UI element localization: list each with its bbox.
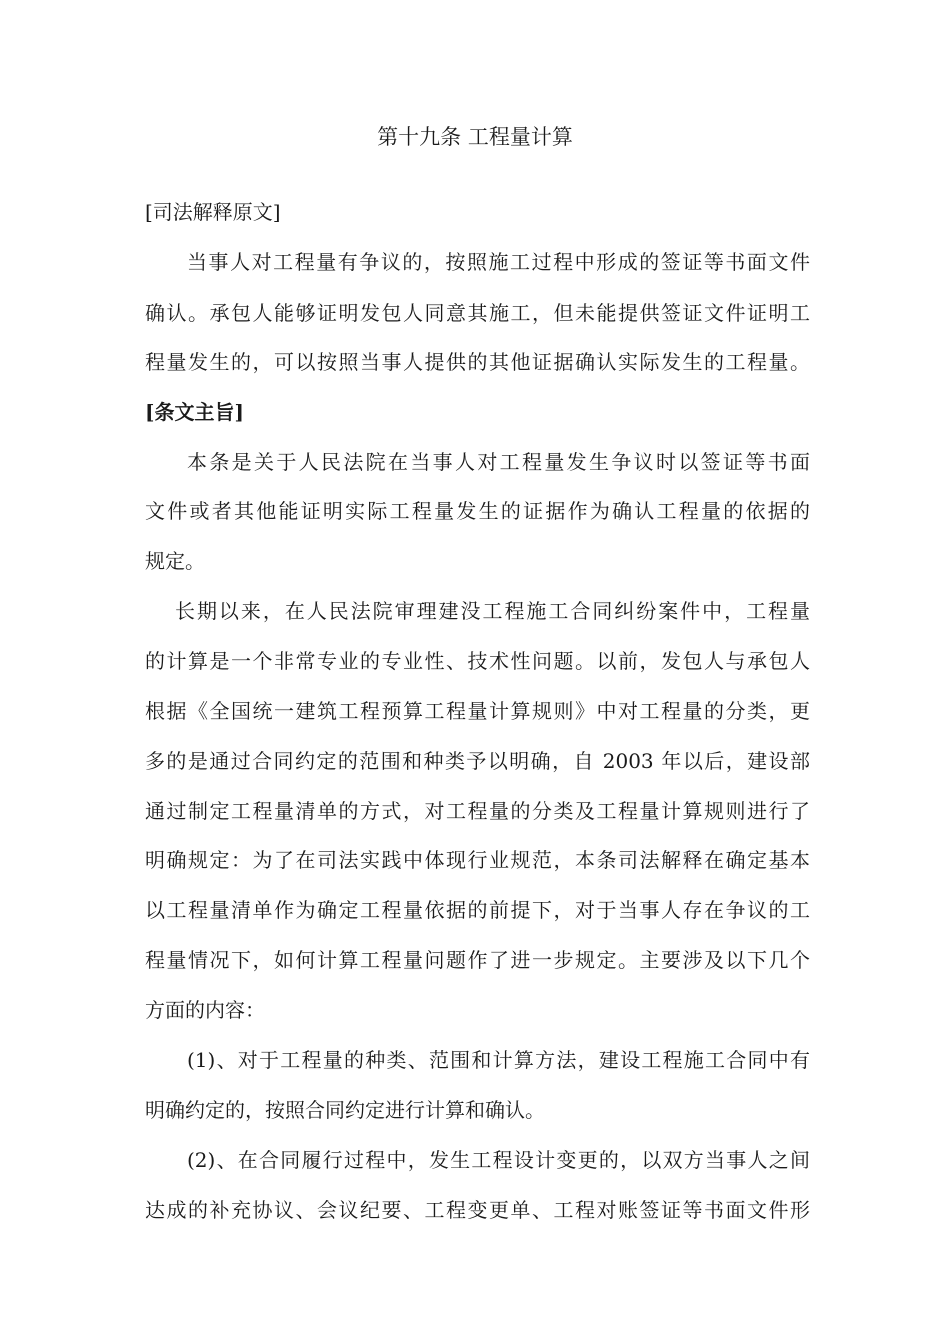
paragraph-line: 根据《全国统一建筑工程预算工程量计算规则》中对工程量的分类，更 bbox=[145, 699, 810, 723]
paragraph-line: 程量情况下，如何计算工程量问题作了进一步规定。主要涉及以下几个 bbox=[145, 948, 810, 972]
paragraph-line: 以工程量清单作为确定工程量依据的前提下，对于当事人存在争议的工 bbox=[145, 898, 810, 922]
paragraph-line: 多的是通过合同约定的范围和种类予以明确，自 2003 年以后，建设部 bbox=[145, 749, 810, 773]
paragraph-line: 文件或者其他能证明实际工程量发生的证据作为确认工程量的依据的 bbox=[145, 499, 810, 523]
section-heading-original-text: [司法解释原文] bbox=[145, 200, 281, 224]
paragraph-line: 程量发生的，可以按照当事人提供的其他证据确认实际发生的工程量。 bbox=[145, 350, 810, 374]
paragraph-line: 当事人对工程量有争议的，按照施工过程中形成的签证等书面文件 bbox=[187, 250, 810, 274]
list-item-line: 明确约定的，按照合同约定进行计算和确认。 bbox=[145, 1098, 545, 1122]
section-heading-article-purpose: [条文主旨] bbox=[145, 400, 244, 424]
paragraph-line: 长期以来，在人民法院审理建没工程施工合同纠纷案件中，工程量 bbox=[175, 599, 810, 623]
list-item-line: (1)、对于工程量的种类、范围和计算方法，建设工程施工合同中有 bbox=[187, 1048, 810, 1072]
paragraph-line: 确认。承包人能够证明发包人同意其施工，但未能提供签证文件证明工 bbox=[145, 301, 810, 325]
article-title: 第十九条 工程量计算 bbox=[377, 125, 573, 149]
paragraph-line: 方面的内容： bbox=[145, 998, 265, 1022]
paragraph-line: 的计算是一个非常专业的专业性、技术性问题。以前，发包人与承包人 bbox=[145, 649, 810, 673]
list-item-line: 达成的补充协议、会议纪要、工程变更单、工程对账签证等书面文件形 bbox=[145, 1198, 810, 1222]
list-item-line: (2)、在合同履行过程中，发生工程设计变更的，以双方当事人之间 bbox=[187, 1148, 810, 1172]
paragraph-line: 规定。 bbox=[145, 549, 205, 573]
paragraph-line: 通过制定工程量清单的方式，对工程量的分类及工程量计算规则进行了 bbox=[145, 799, 810, 823]
paragraph-line: 明确规定：为了在司法实践中体现行业规范，本条司法解释在确定基本 bbox=[145, 848, 810, 872]
paragraph-line: 本条是关于人民法院在当事人对工程量发生争议时以签证等书面 bbox=[187, 450, 810, 474]
